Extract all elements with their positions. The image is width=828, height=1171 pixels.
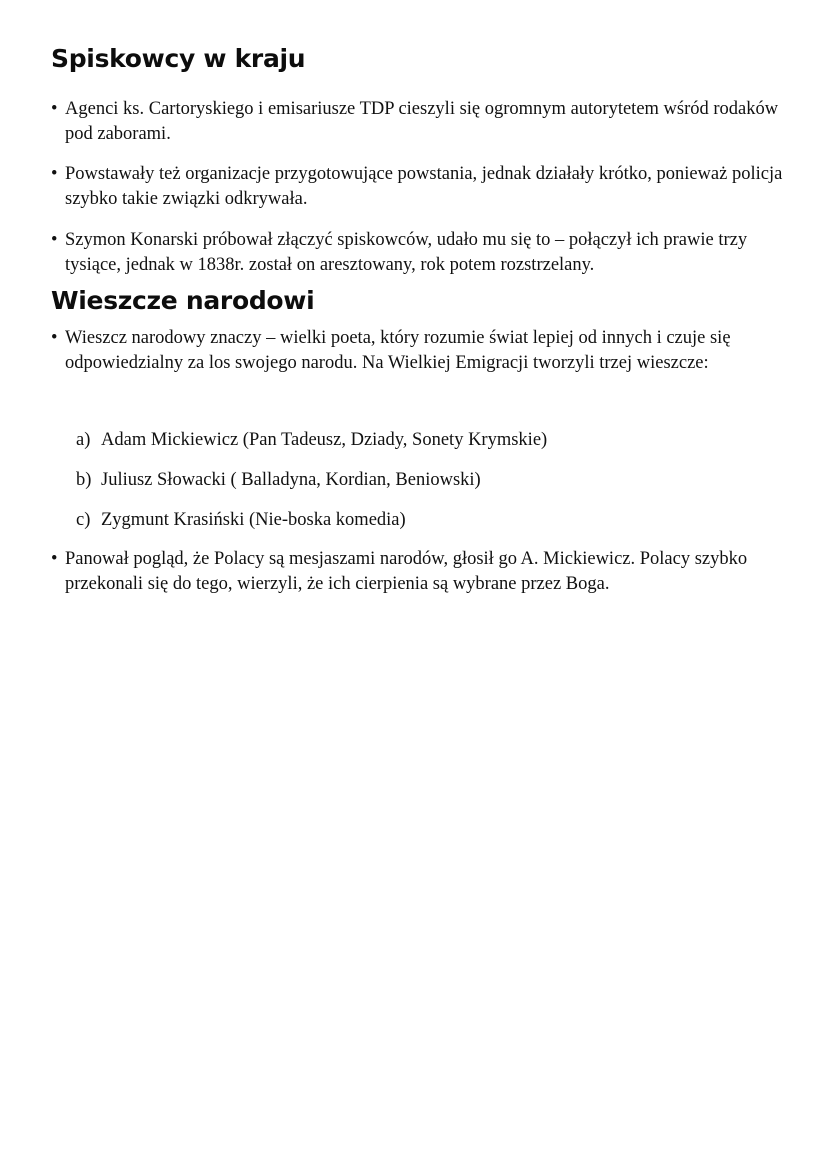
section-heading-wieszcze: Wieszcze narodowi <box>51 286 315 315</box>
poet-text: Adam Mickiewicz (Pan Tadeusz, Dziady, Sonety Krymskie) <box>101 430 548 450</box>
list-item <box>51 97 791 147</box>
poet-list-item <box>76 468 481 493</box>
list-marker: c) <box>76 510 91 530</box>
list-marker: b) <box>76 470 92 490</box>
poet-text: Zygmunt Krasiński (Nie-boska komedia) <box>101 510 406 530</box>
list-item <box>51 326 791 376</box>
list-item-text: Powstawały też organizacje przygotowujące powstania, jednak działały krótko, ponieważ policja szybko takie związki odkrywała. <box>65 164 783 209</box>
bullet-icon: • <box>51 230 58 250</box>
bullet-icon: • <box>51 99 58 119</box>
bullet-icon: • <box>51 164 58 184</box>
list-item-text: Panował pogląd, że Polacy są mesjaszami narodów, głosił go A. Mickiewicz. Polacy szybko przekonali się do tego, wierzyli, że ich cierpienia są wybrane przez Boga. <box>65 549 748 594</box>
list-item <box>51 162 791 212</box>
section-heading-spiskowcy: Spiskowcy w kraju <box>51 44 306 73</box>
poet-text: Juliusz Słowacki ( Balladyna, Kordian, Beniowski) <box>101 470 481 490</box>
list-item-text: Agenci ks. Cartoryskiego i emisariusze TDP cieszyli się ogromnym autorytetem wśród rodaków pod zaborami. <box>65 99 779 144</box>
list-item-text: Szymon Konarski próbował złączyć spiskowców, udało mu się to – połączył ich prawie trzy tysiące, jednak w 1838r. został on aresztowany, rok potem rozstrzelany. <box>65 230 748 275</box>
poet-list-item <box>76 508 406 533</box>
bullet-icon: • <box>51 549 58 569</box>
list-item <box>51 547 791 597</box>
poet-list-item <box>76 428 547 453</box>
list-marker: a) <box>76 430 91 450</box>
list-item <box>51 228 791 278</box>
list-item-text: Wieszcz narodowy znaczy – wielki poeta, który rozumie świat lepiej od innych i czuje się odpowiedzialny za los swojego narodu. Na Wielkiej Emigracji tworzyli trzej wieszcze: <box>65 328 731 373</box>
bullet-icon: • <box>51 328 58 348</box>
